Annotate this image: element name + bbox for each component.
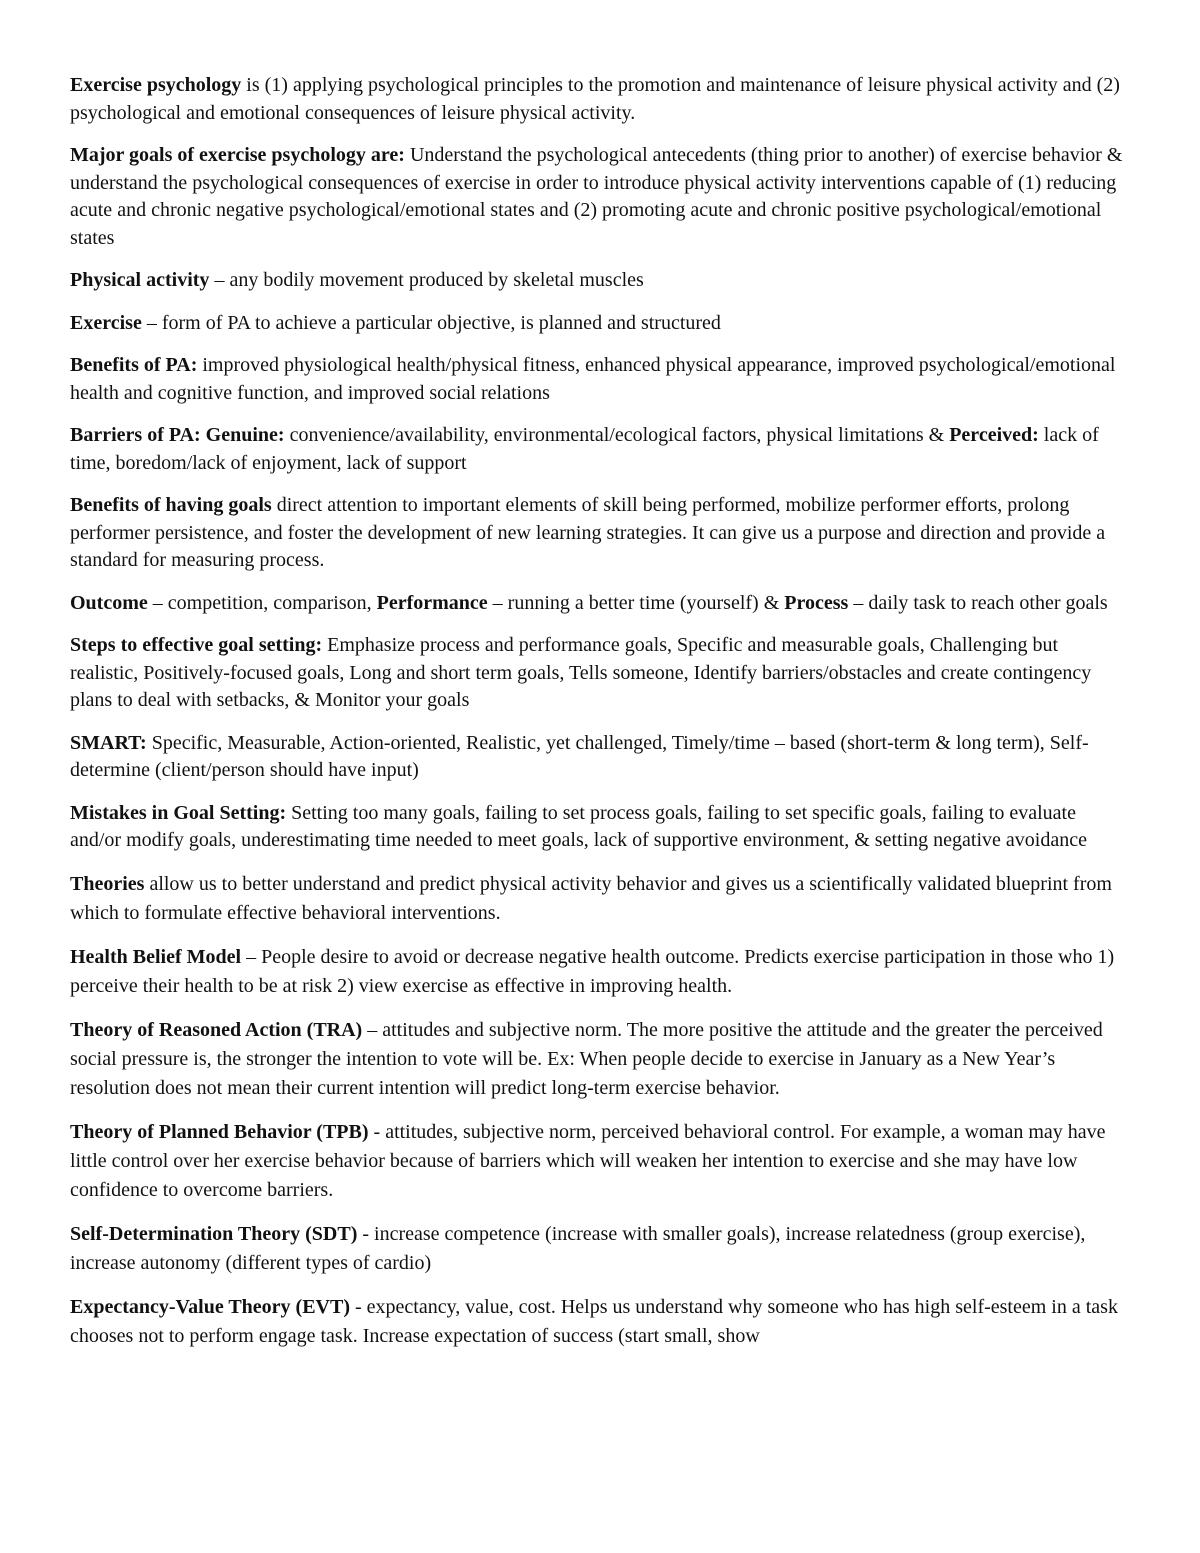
paragraph [70, 422, 1130, 477]
term-label: Benefits of PA: [70, 354, 198, 376]
term-label: Self-Determination Theory (SDT) [70, 1222, 358, 1245]
term-label: Theory of Reasoned Action (TRA) [70, 1018, 363, 1041]
paragraph [70, 943, 1130, 1001]
term-label: Process [784, 591, 849, 614]
paragraph-text: – any bodily movement produced by skeletal muscles [209, 269, 644, 291]
paragraph [70, 800, 1130, 855]
term-label: Outcome [70, 591, 148, 614]
term-label: Mistakes in Goal Setting: [70, 801, 287, 824]
paragraph-text: improved physiological health/physical fitness, enhanced physical appearance, improved psychological/emotional health and cognitive function, and improved social relations [70, 354, 1116, 404]
paragraph-text: allow us to better understand and predict physical activity behavior and gives us a scientifically validated blueprint from which to formulate effective behavioral interventions. [70, 872, 1112, 924]
paragraph-text: Understand the psychological antecedents (thing prior to another) of exercise behavior & understand the psychological consequences of exercise in order to introduce physical activity interventions capable of (1) reducing acute and chronic negative psychological/emotional states and (2) promoting acute and chronic positive psychological/emotional states [70, 144, 1123, 249]
term-label: Barriers of PA: Genuine: [70, 424, 285, 446]
paragraph [70, 142, 1130, 252]
paragraph-text: is (1) applying psychological principles to the promotion and maintenance of leisure physical activity and (2) psychological and emotional consequences of leisure physical activity. [70, 74, 1120, 124]
paragraph [70, 1293, 1130, 1351]
term-label: Performance [376, 591, 488, 614]
paragraph-text: - increase competence (increase with smaller goals), increase relatedness (group exercise), increase autonomy (different types of cardio) [70, 1222, 1086, 1274]
paragraph-text: convenience/availability, environmental/ecological factors, physical limitations & [284, 424, 950, 446]
paragraph-text: - attitudes, subjective norm, perceived behavioral control. For example, a woman may have little control over her exercise behavior because of barriers which will weaken her intention to exercise and she may have low confidence to overcome barriers. [70, 1120, 1106, 1201]
paragraph-text: – daily task to reach other goals [848, 591, 1108, 614]
paragraph [70, 730, 1130, 785]
term-label: Exercise [70, 311, 142, 334]
paragraph-text: lack of time, boredom/lack of enjoyment, lack of support [70, 424, 1099, 474]
paragraph [70, 632, 1130, 715]
term-label: Perceived: [949, 424, 1039, 446]
paragraph [70, 1016, 1130, 1103]
paragraph [70, 1118, 1130, 1205]
paragraph-text: Specific, Measurable, Action-oriented, Realistic, yet challenged, Timely/time – based (short-term & long term), Self-determine (client/person should have input) [70, 731, 1089, 781]
term-label: Physical activity [70, 269, 210, 291]
paragraph [70, 590, 1130, 618]
term-label: Benefits of having goals [70, 494, 272, 516]
paragraph-text: – running a better time (yourself) & [487, 591, 785, 614]
paragraph-text: Setting too many goals, failing to set process goals, failing to set specific goals, failing to evaluate and/or modify goals, underestimating time needed to meet goals, lack of supportive environment, & setting negative avoidance [70, 801, 1087, 851]
term-label: SMART: [70, 731, 147, 754]
term-label: Major goals of exercise psychology are: [70, 144, 405, 166]
paragraph-text: – form of PA to achieve a particular objective, is planned and structured [141, 311, 721, 334]
paragraph [70, 492, 1130, 575]
paragraph [70, 267, 1130, 295]
paragraph [70, 72, 1130, 127]
paragraph-text: – People desire to avoid or decrease negative health outcome. Predicts exercise participation in those who 1) perceive their health to be at risk 2) view exercise as effective in improving health. [70, 945, 1115, 997]
term-label: Exercise psychology [70, 74, 242, 96]
paragraph-text: – attitudes and subjective norm. The more positive the attitude and the greater the perceived social pressure is, the stronger the intention to vote will be. Ex: When people decide to exercise in January as a New Year’s resolution does not mean their current intention will predict long-term exercise behavior. [70, 1018, 1103, 1099]
paragraph-text: direct attention to important elements of skill being performed, mobilize performer efforts, prolong performer persistence, and foster the development of new learning strategies. It can give us a purpose and direction and provide a standard for measuring process. [70, 494, 1106, 571]
paragraph [70, 310, 1130, 338]
term-label: Theories [70, 872, 145, 895]
paragraph [70, 352, 1130, 407]
term-label: Health Belief Model [70, 945, 242, 968]
paragraph [70, 870, 1130, 928]
paragraph-text: - expectancy, value, cost. Helps us understand why someone who has high self-esteem in a task chooses not to perform engage task. Increase expectation of success (start small, show [70, 1295, 1118, 1347]
term-label: Steps to effective goal setting: [70, 634, 323, 656]
paragraph-text: – competition, comparison, [147, 591, 377, 614]
term-label: Theory of Planned Behavior (TPB) [70, 1120, 369, 1143]
term-label: Expectancy-Value Theory (EVT) [70, 1295, 350, 1318]
paragraph-text: Emphasize process and performance goals, Specific and measurable goals, Challenging but realistic, Positively-focused goals, Long and short term goals, Tells someone, Identify barriers/obstacles and create contingency plans to deal with setbacks, & Monitor your goals [70, 634, 1092, 711]
paragraph [70, 1220, 1130, 1278]
